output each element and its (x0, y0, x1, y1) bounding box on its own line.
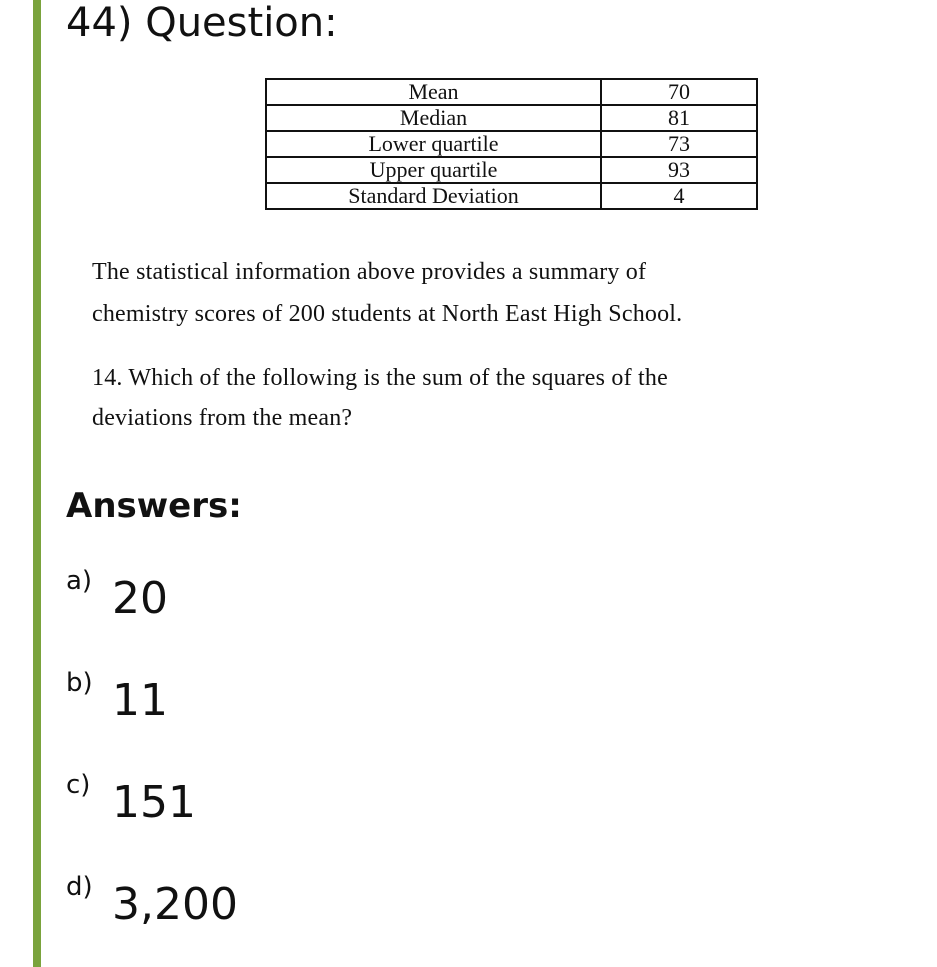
answer-letter: a) (66, 566, 93, 596)
table-row (266, 105, 757, 131)
question-title: 44) Question: (66, 0, 338, 46)
answer-letter: b) (66, 668, 93, 698)
table-row (266, 157, 757, 183)
table-cell-value: 93 (601, 157, 757, 183)
table-row (266, 79, 757, 105)
question-text-line: The statistical information above provides a summary of (92, 259, 647, 285)
table-cell-value: 70 (601, 79, 757, 105)
question-image (60, 70, 930, 450)
answer-letter: d) (66, 872, 93, 902)
question-text-line: chemistry scores of 200 students at North East High School. (92, 301, 683, 327)
answer-value: 3,200 (112, 879, 238, 930)
table-cell-value: 81 (601, 105, 757, 131)
table-cell-label: Upper quartile (266, 157, 601, 183)
answers-heading: Answers: (66, 486, 242, 526)
table-cell-label: Median (266, 105, 601, 131)
answer-value: 20 (112, 573, 168, 624)
table-cell-label: Mean (266, 79, 601, 105)
table-cell-label: Standard Deviation (266, 183, 601, 209)
question-text-line: deviations from the mean? (92, 405, 353, 431)
table-row (266, 131, 757, 157)
table-cell-label: Lower quartile (266, 131, 601, 157)
answer-letter: c) (66, 770, 91, 800)
answer-value: 11 (112, 675, 168, 726)
table-cell-value: 73 (601, 131, 757, 157)
table-row (266, 183, 757, 209)
left-accent-bar (33, 0, 41, 967)
statistics-table (265, 78, 758, 210)
answer-value: 151 (112, 777, 196, 828)
question-text-line: 14. Which of the following is the sum of the squares of the (92, 365, 668, 391)
table-cell-value: 4 (601, 183, 757, 209)
